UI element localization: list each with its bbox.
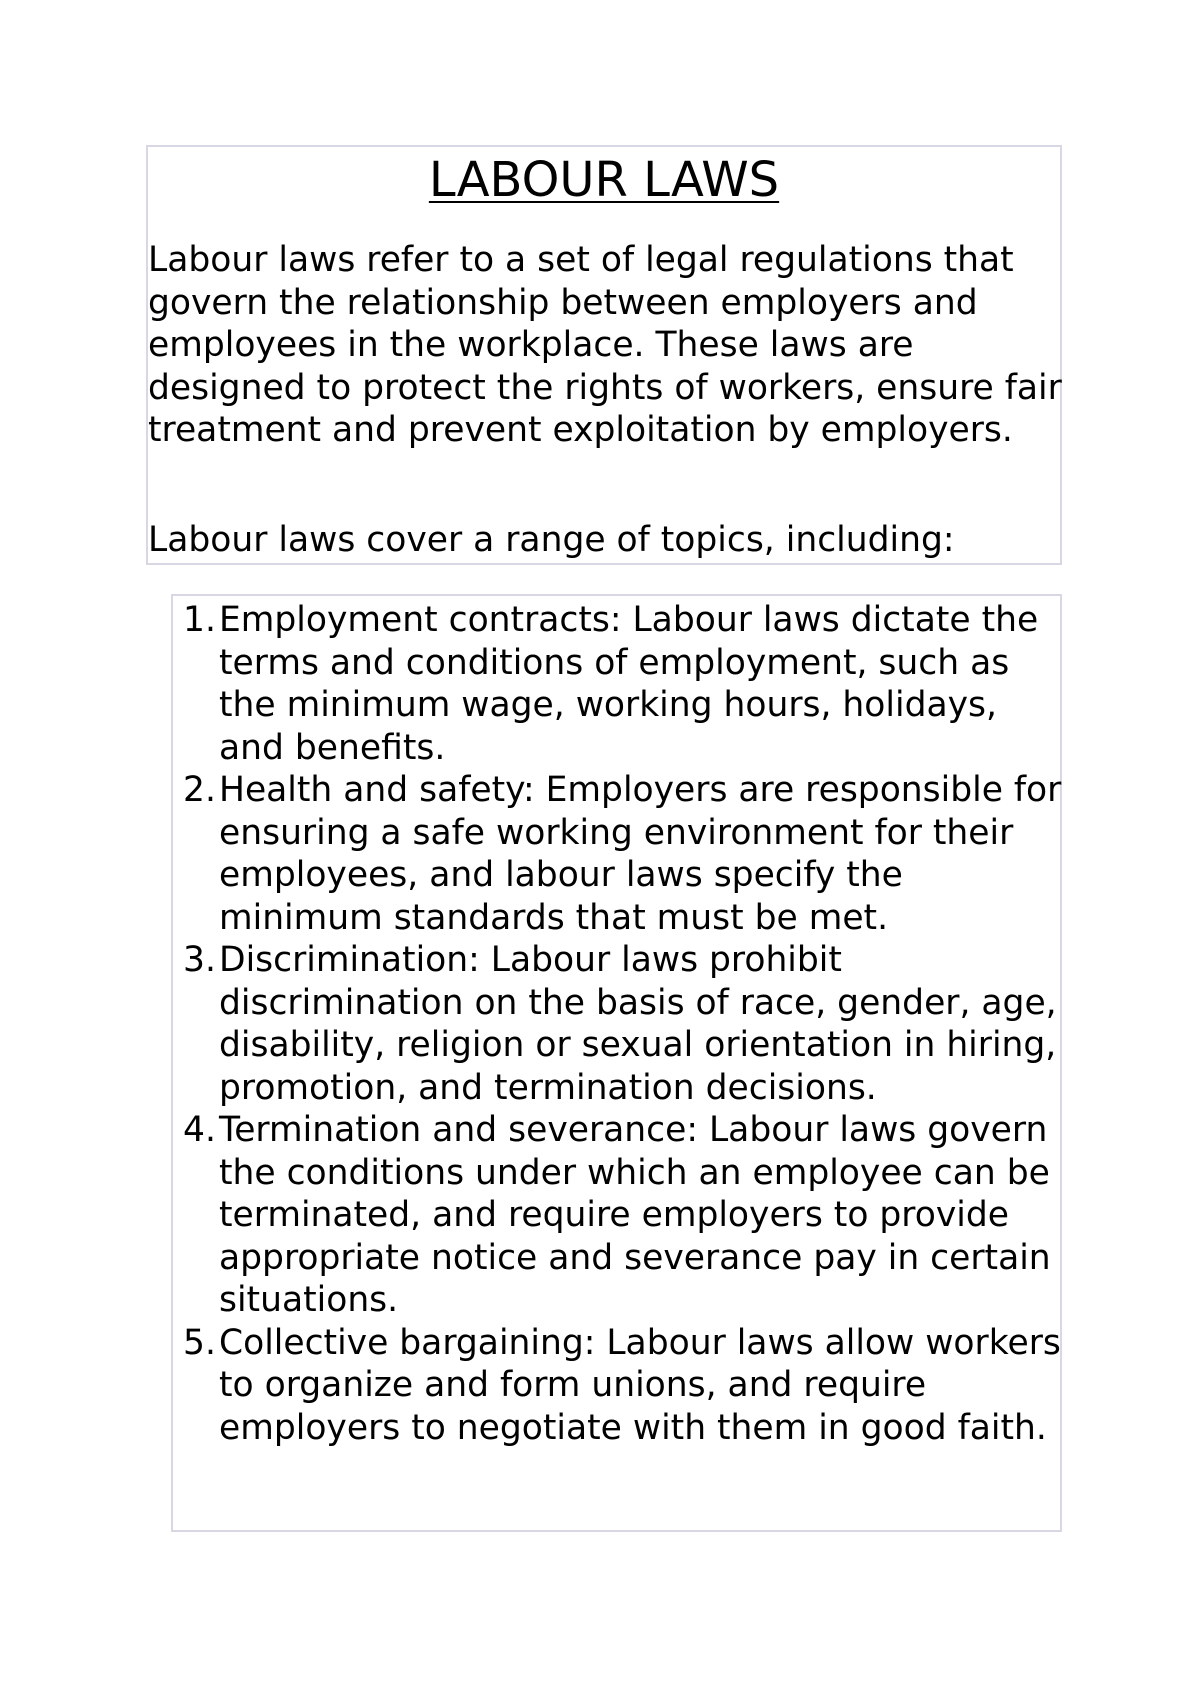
document-title: LABOUR LAWS bbox=[428, 152, 780, 208]
list-item-number: 3. bbox=[183, 940, 216, 980]
list-item-text: Collective bargaining: Labour laws allow workers to organize and form unions, and require employers to negotiate with them in good faith. bbox=[219, 1322, 1061, 1448]
list-item bbox=[173, 599, 1062, 769]
list-item bbox=[173, 769, 1062, 939]
list-item-number: 1. bbox=[183, 600, 216, 640]
list-item bbox=[173, 939, 1062, 1109]
topics-list bbox=[173, 599, 1062, 1449]
list-item bbox=[173, 1322, 1062, 1450]
list-item-text: Discrimination: Labour laws prohibit discrimination on the basis of race, gender, age, disability, religion or sexual orientation in hiring, promotion, and termination decisions. bbox=[219, 940, 1057, 1108]
list-item-text: Employment contracts: Labour laws dictate the terms and conditions of employment, such as the minimum wage, working hours, holidays, and benefits. bbox=[219, 600, 1039, 768]
list-item-number: 2. bbox=[183, 770, 216, 810]
list-item-number: 5. bbox=[183, 1322, 216, 1363]
topics-section bbox=[171, 594, 1062, 1532]
intro-paragraph: Labour laws refer to a set of legal regulations that govern the relationship between employers and employees in the workplace. These laws are designed to protect the rights of workers, ensure fair treatment and prevent exploitation by employers. bbox=[148, 240, 1062, 450]
list-item-text: Termination and severance: Labour laws govern the conditions under which an employee can be terminated, and require employers to provide appropriate notice and severance pay in certain situations. bbox=[219, 1110, 1051, 1320]
list-item bbox=[173, 1109, 1062, 1322]
intro-section bbox=[146, 145, 1062, 565]
topics-intro: Labour laws cover a range of topics, including: bbox=[148, 520, 955, 560]
list-item-text: Health and safety: Employers are responsible for ensuring a safe working environment for their employees, and labour laws specify the minimum standards that must be met. bbox=[219, 770, 1062, 938]
list-item-number: 4. bbox=[183, 1110, 216, 1150]
